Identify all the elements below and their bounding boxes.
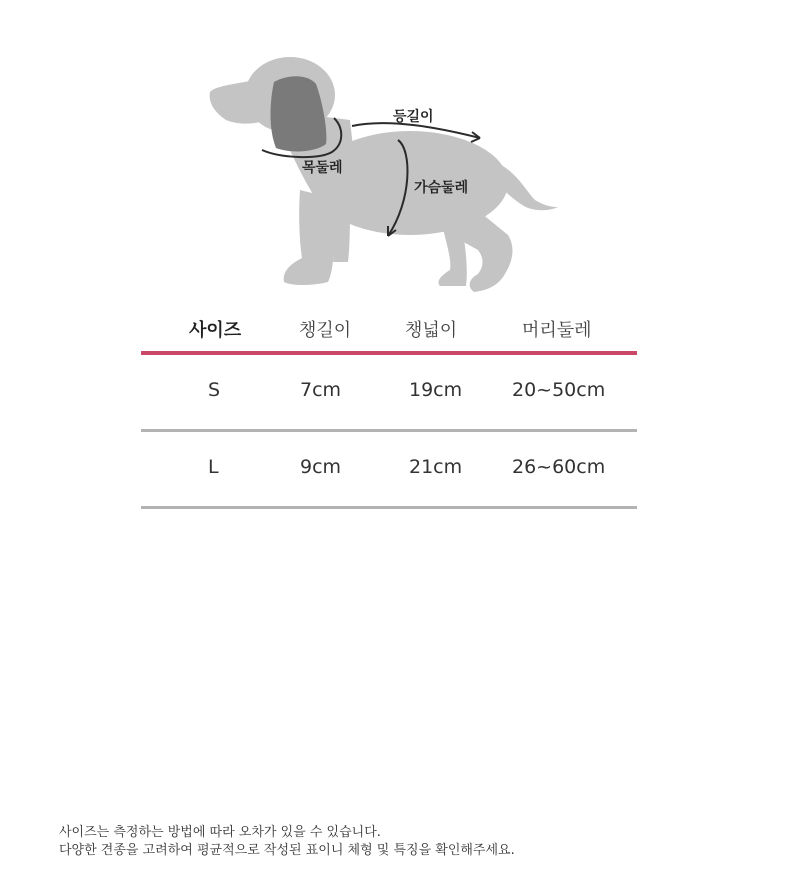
cell-size: L	[208, 456, 219, 478]
dog-front-leg	[284, 190, 340, 285]
row-divider	[141, 506, 637, 509]
header-head-girth: 머리둘레	[522, 320, 592, 341]
footnote-line: 사이즈는 측정하는 방법에 따라 오차가 있을 수 있습니다.	[59, 825, 381, 840]
cell-brim-width: 19cm	[409, 379, 463, 401]
cell-head-girth: 20~50cm	[512, 379, 606, 401]
dog-illustration	[0, 0, 800, 300]
chest-girth-label: 가슴둘레	[414, 180, 469, 196]
header-size: 사이즈	[189, 320, 242, 341]
cell-brim-width: 21cm	[409, 456, 463, 478]
cell-brim-length: 7cm	[300, 379, 342, 401]
table-row	[141, 432, 637, 506]
footnote-line: 다양한 견종을 고려하여 평균적으로 작성된 표이니 체형 및 특징을 확인해주세요.	[59, 843, 515, 858]
neck-girth-label: 목둘레	[302, 160, 343, 176]
back-length-label: 등길이	[393, 109, 434, 125]
footnote	[59, 824, 515, 860]
cell-size: S	[208, 379, 221, 401]
header-brim-width: 챙넓이	[405, 320, 458, 341]
table-row	[141, 355, 637, 429]
header-brim-length: 챙길이	[299, 320, 352, 341]
cell-head-girth: 26~60cm	[512, 456, 606, 478]
cell-brim-length: 9cm	[300, 456, 342, 478]
size-table	[141, 305, 637, 509]
table-header-row	[141, 305, 637, 351]
dog-front-leg-2	[332, 205, 350, 262]
dog-measurement-diagram	[0, 0, 800, 300]
